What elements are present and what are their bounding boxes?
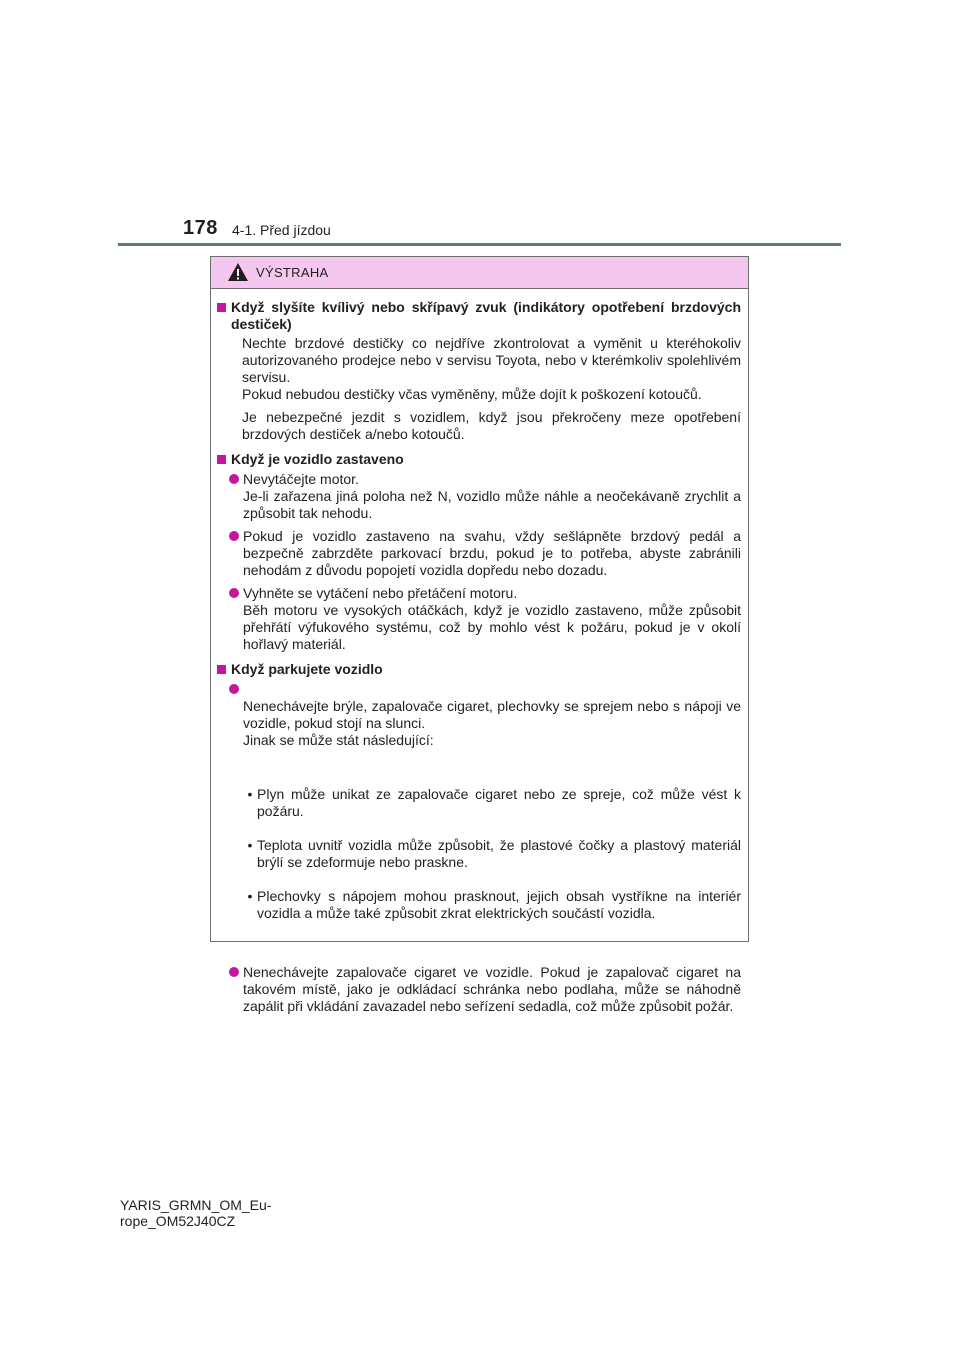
document-id: YARIS_GRMN_OM_Eu- rope_OM52J40CZ [120, 1197, 272, 1229]
sub-list [243, 769, 741, 939]
paragraph: Je nebezpečné jezdit s vozidlem, když jsou překročeny meze opotřebení brzdových destiček a/nebo kotoučů. [242, 409, 741, 442]
circle-bullet-icon [229, 474, 239, 484]
page-number: 178 [183, 217, 218, 239]
circle-bullet-icon [229, 967, 239, 977]
dot-icon: • [247, 837, 253, 853]
section-heading: Když je vozidlo zastaveno [217, 451, 741, 468]
paragraph: Nechte brzdové destičky co nejdříve zkontrolovat a vyměnit u kteréhokoliv autorizovaného prodejce nebo v servisu Toyota, nebo v kterémkoliv spolehlivém servisu. Pokud nebudou destičky včas vyměněny, může dojít k poškození kotoučů. [242, 335, 741, 402]
circle-bullet-icon [229, 531, 239, 541]
list-item: Nenechávejte brýle, zapalovače cigaret, plechovky se sprejem nebo s nápoji ve vozidle, pokud stojí na slunci. Jinak se může stát následující: • Plyn může unikat ze zapalovače cigaret nebo ze spreje, což může vést k požáru. • Teplota uvnitř vozidla může způsobit, že plastové čočky a plastový materiál brýlí se zdeformuje nebo praskne. • Plechovky s nápojem mohou prasknout, jejich obsah vystříkne na interiér vozidla a může také způsobit zkrat elektrických součástí vozidla. [229, 681, 741, 958]
section-title: 4-1. Před jízdou [232, 222, 331, 238]
section-heading: Když slyšíte kvílivý nebo skřípavý zvuk (indikátory opotřebení brzdových destiček) [217, 299, 741, 333]
list-item: Pokud je vozidlo zastaveno na svahu, vždy sešlápněte brzdový pedál a bezpečně zabrzděte parkovací brzdu, pokud je to potřeba, abyste zabránili nehodám z důvodu popojetí vozidla dopředu nebo dozadu. [229, 528, 741, 579]
section-heading: Když parkujete vozidlo [217, 661, 741, 678]
warning-header [211, 257, 748, 289]
circle-bullet-icon [229, 684, 239, 694]
warning-title: VÝSTRAHA [256, 265, 329, 280]
sub-list-item: • Plyn může unikat ze zapalovače cigaret nebo ze spreje, což může vést k požáru. [243, 786, 741, 820]
square-bullet-icon [217, 303, 226, 312]
sub-list-item: • Teplota uvnitř vozidla může způsobit, že plastové čočky a plastový materiál brýlí se zdeformuje nebo praskne. [243, 837, 741, 871]
sub-list-item: • Plechovky s nápojem mohou prasknout, jejich obsah vystříkne na interiér vozidla a může také způsobit zkrat elektrických součástí vozidla. [243, 888, 741, 922]
square-bullet-icon [217, 455, 226, 464]
header-rule [118, 243, 841, 246]
dot-icon: • [247, 888, 253, 904]
dot-icon: • [247, 786, 253, 802]
warning-content [211, 289, 748, 1015]
list-item: Nenechávejte zapalovače cigaret ve vozidle. Pokud je zapalovač cigaret na takovém místě, jako je odkládací schránka nebo podlaha, může se náhodně zapálit při vkládání zavazadel nebo seřízení sedadla, což může způsobit požár. [229, 964, 741, 1015]
list-item: Nevytáčejte motor. Je-li zařazena jiná poloha než N, vozidlo může náhle a neočekávaně zrychlit a způsobit tak nehodu. [229, 471, 741, 522]
warning-box [210, 256, 749, 1014]
warning-triangle-icon [227, 262, 249, 282]
square-bullet-icon [217, 665, 226, 674]
list-item: Vyhněte se vytáčení nebo přetáčení motoru. Běh motoru ve vysokých otáčkách, když je vozidlo zastaveno, může způsobit přehřátí výfukového systému, což by mohlo vést k požáru, pokud je v okolí hořlavý materiál. [229, 585, 741, 653]
circle-bullet-icon [229, 588, 239, 598]
